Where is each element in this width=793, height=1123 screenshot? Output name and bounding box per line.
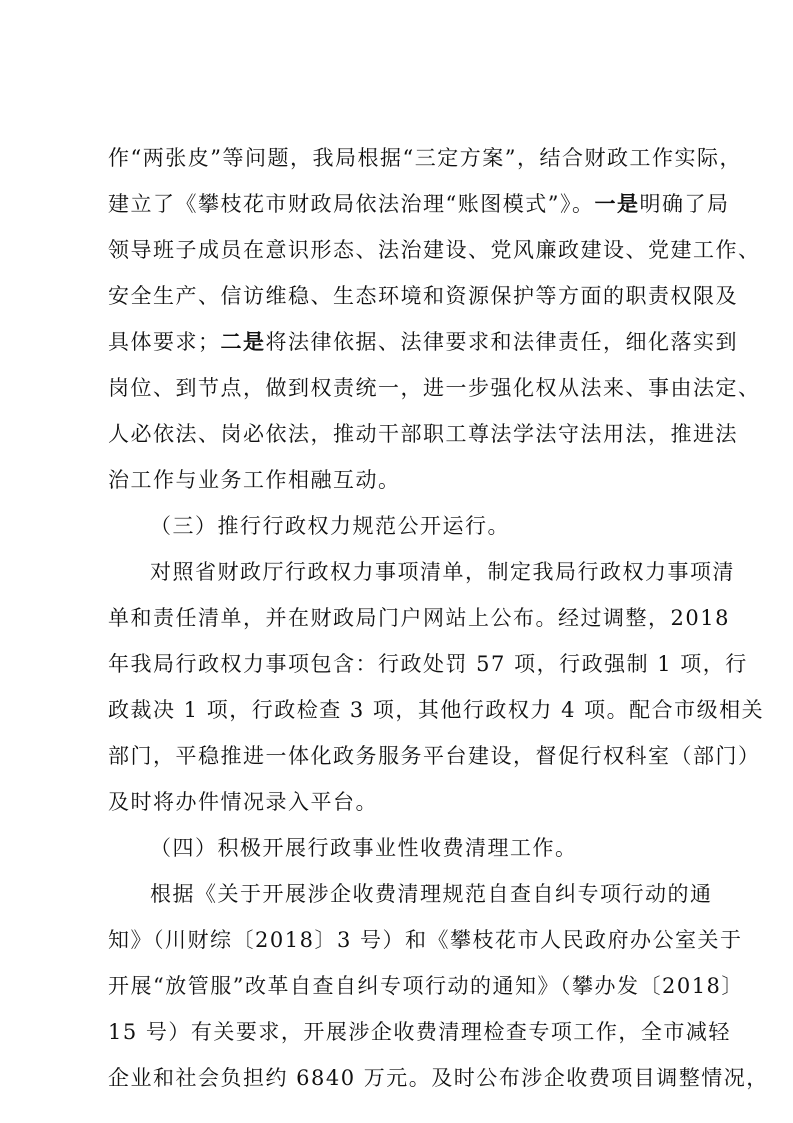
body-text-line: 单和责任清单，并在财政局门户网站上公布。经过调整，2018 bbox=[108, 606, 730, 630]
body-text-line: 作“两张皮”等问题，我局根据“三定方案”，结合财政工作实际， bbox=[108, 146, 742, 170]
body-text-line: 根据《关于开展涉企收费清理规范自查自纠专项行动的通 bbox=[150, 882, 713, 906]
body-text-line: 企业和社会负担约 6840 万元。及时公布涉企收费项目调整情况， bbox=[108, 1066, 769, 1090]
body-text-line: 年我局行政权力事项包含：行政处罚 57 项，行政强制 1 项，行 bbox=[108, 652, 748, 676]
emphasis-first: 一是 bbox=[594, 191, 640, 216]
body-text-line: 政裁决 1 项，行政检查 3 项，其他行政权力 4 项。配合市级相关 bbox=[108, 698, 765, 722]
body-text-segment: 建立了《攀枝花市财政局依法治理“账图模式”》。 bbox=[108, 192, 595, 216]
section-heading-3: （三）推行行政权力规范公开运行。 bbox=[150, 514, 510, 538]
body-text-line: 领导班子成员在意识形态、法治建设、党风廉政建设、党建工作、 bbox=[108, 238, 761, 262]
body-text-line bbox=[108, 324, 738, 360]
body-text-line: 开展“放管服”改革自查自纠专项行动的通知》（攀办发〔2018〕 bbox=[108, 974, 744, 998]
emphasis-second: 二是 bbox=[220, 329, 266, 354]
body-text-line: 对照省财政厅行政权力事项清单，制定我局行政权力事项清 bbox=[150, 560, 735, 584]
body-text-segment: 明确了局 bbox=[639, 192, 730, 216]
body-text-segment: 具体要求； bbox=[108, 330, 221, 354]
body-text-line: 岗位、到节点，做到权责统一，进一步强化权从法来、事由法定、 bbox=[108, 376, 761, 400]
body-text-line: 及时将办件情况录入平台。 bbox=[108, 790, 378, 814]
body-text-line: 治工作与业务工作相融互动。 bbox=[108, 468, 401, 492]
body-text-line bbox=[108, 186, 730, 222]
body-text-segment: 将法律依据、法律要求和法律责任，细化落实到 bbox=[265, 330, 738, 354]
body-text-line: 知》（川财综〔2018〕3 号）和《攀枝花市人民政府办公室关于 bbox=[108, 928, 743, 952]
body-text-line: 人必依法、岗必依法，推动干部职工尊法学法守法用法，推进法 bbox=[108, 422, 738, 446]
body-text-line: 安全生产、信访维稳、生态环境和资源保护等方面的职责权限及 bbox=[108, 284, 738, 308]
section-heading-4: （四）积极开展行政事业性收费清理工作。 bbox=[150, 836, 578, 860]
body-text-line: 部门，平稳推进一体化政务服务平台建设，督促行权科室（部门） bbox=[108, 744, 761, 768]
body-text-line: 15 号）有关要求，开展涉企收费清理检查专项工作，全市减轻 bbox=[108, 1020, 731, 1044]
